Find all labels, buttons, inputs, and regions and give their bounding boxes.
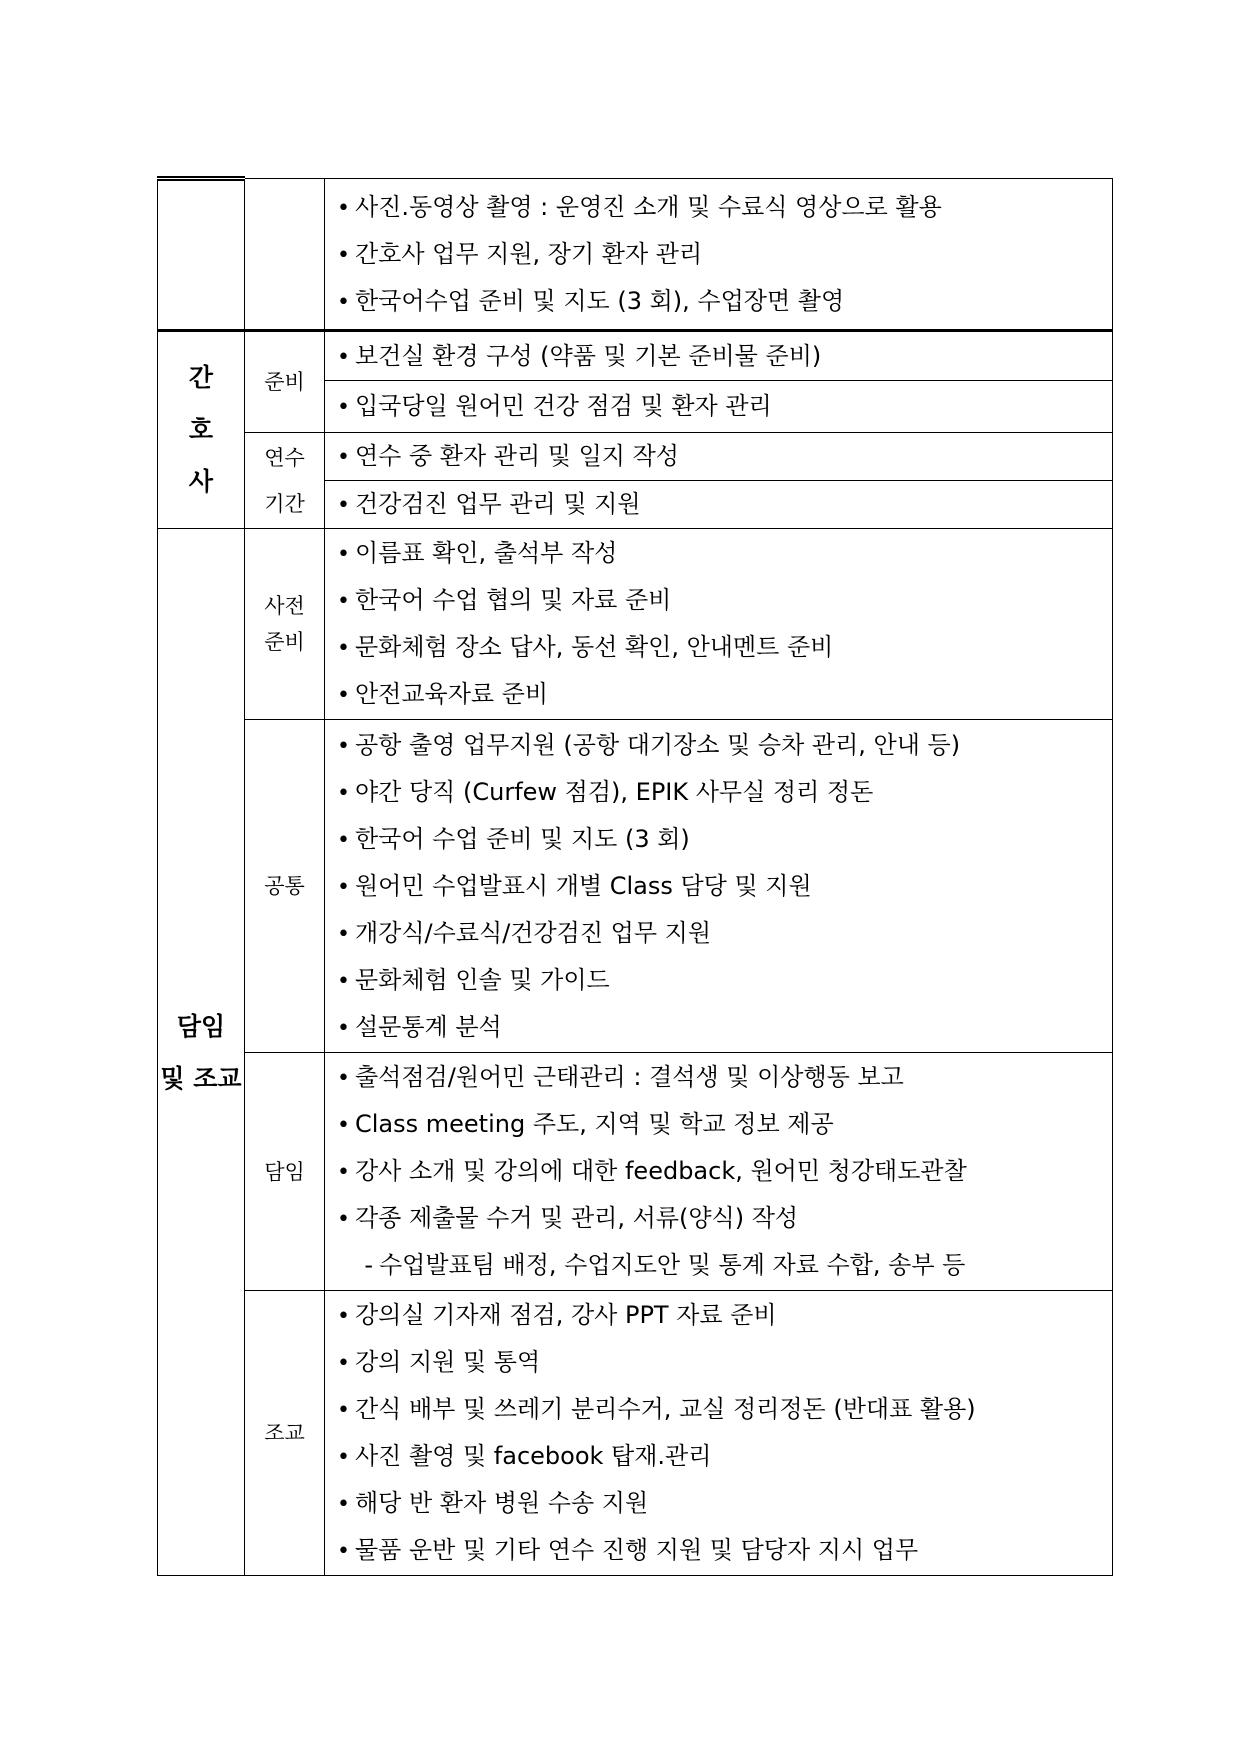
table-row-continued [158,179,1113,331]
list-item: • 강사 소개 및 강의에 대한 feedback, 원어민 청강태도관찰 [337,1148,1112,1195]
bullet-icon: • [337,1398,350,1423]
bullet-icon: • [337,636,350,661]
bullet-icon: • [337,1066,350,1091]
table-row-nurse-period [158,433,1113,481]
list-item: • 설문통계 분석 [337,1004,1112,1051]
bullet-icon: • [337,1445,350,1470]
duty-cell [325,331,1113,381]
list-item: • 연수 중 환자 관리 및 일지 작성 [337,433,1112,480]
list-item: • 강의 지원 및 통역 [337,1339,1112,1386]
list-subitem: - 수업발표팀 배정, 수업지도안 및 통계 자료 수합, 송부 등 [337,1242,1112,1289]
list-item: • 보건실 환경 구성 (약품 및 기본 준비물 준비) [337,333,1112,380]
sub-cell-teacher: 담임 [245,1053,325,1291]
dash-icon: - [364,1251,373,1279]
bullet-icon: • [337,589,350,614]
duty-list-teacher [325,1053,1113,1291]
table-row-homeroom-pre [158,529,1113,720]
bullet-icon: • [337,1113,350,1138]
role-cell-nurse: 간 호 사 [158,331,245,529]
list-item: • 입국당일 원어민 건강 점검 및 환자 관리 [337,383,1112,430]
table-row-homeroom-teacher [158,1053,1113,1291]
duty-list-assistant [325,1291,1113,1576]
sub-cell-common: 공통 [245,720,325,1053]
sub-cell-pre: 사전 준비 [245,529,325,720]
list-item: • 이름표 확인, 출석부 작성 [337,530,1112,577]
table-row-nurse-prep-1 [158,331,1113,381]
role-cell-homeroom: 담임 및 조교 [158,529,245,1576]
list-item: • 간식 배부 및 쓰레기 분리수거, 교실 정리정돈 (반대표 활용) [337,1386,1112,1433]
bullet-icon: • [337,1015,350,1041]
bullet-icon: • [337,242,350,268]
bullet-icon: • [337,683,350,708]
bullet-icon: • [337,968,350,994]
duty-cell [325,481,1113,529]
table-row-homeroom-common [158,720,1113,1053]
duty-list-continued [325,179,1113,331]
bullet-icon: • [337,1207,350,1232]
bullet-icon: • [337,344,350,370]
bullet-icon: • [337,1304,350,1329]
list-item: • 안전교육자료 준비 [337,671,1112,718]
duty-list-common [325,720,1113,1053]
bullet-icon: • [337,874,350,900]
list-item: • 각종 제출물 수거 및 관리, 서류(양식) 작성 [337,1195,1112,1242]
duty-table-wrapper [157,176,1112,1576]
list-item: • 문화체험 장소 답사, 동선 확인, 안내멘트 준비 [337,624,1112,671]
sub-cell-prep: 준비 [245,331,325,433]
role-cell-empty [158,179,245,331]
list-item: • Class meeting 주도, 지역 및 학교 정보 제공 [337,1101,1112,1148]
sub-cell-empty [245,179,325,331]
sub-cell-period: 연수 기간 [245,433,325,529]
bullet-icon: • [337,542,350,567]
list-item: • 사진.동영상 촬영 : 운영진 소개 및 수료식 영상으로 활용 [337,184,1112,231]
bullet-icon: • [337,1351,350,1376]
list-item: • 출석점검/원어민 근태관리 : 결석생 및 이상행동 보고 [337,1054,1112,1101]
list-item: • 한국어수업 준비 및 지도 (3 회), 수업장면 촬영 [337,278,1112,325]
duty-cell [325,381,1113,433]
list-item: • 건강검진 업무 관리 및 지원 [337,481,1112,528]
bullet-icon: • [337,1539,350,1564]
list-item: • 사진 촬영 및 facebook 탑재.관리 [337,1433,1112,1480]
bullet-icon: • [337,493,350,518]
bullet-icon: • [337,827,350,853]
list-item: • 원어민 수업발표시 개별 Class 담당 및 지원 [337,863,1112,910]
bullet-icon: • [337,921,350,947]
list-item: • 공항 출영 업무지원 (공항 대기장소 및 승차 관리, 안내 등) [337,722,1112,769]
table-row-homeroom-assistant [158,1291,1113,1576]
list-item: • 개강식/수료식/건강검진 업무 지원 [337,910,1112,957]
bullet-icon: • [337,445,350,470]
list-item: • 해당 반 환자 병원 수송 지원 [337,1480,1112,1527]
list-item: • 강의실 기자재 점검, 강사 PPT 자료 준비 [337,1292,1112,1339]
bullet-icon: • [337,1160,350,1185]
list-item: • 문화체험 인솔 및 가이드 [337,957,1112,1004]
list-item: • 야간 당직 (Curfew 점검), EPIK 사무실 정리 정돈 [337,769,1112,816]
sub-cell-assistant: 조교 [245,1291,325,1576]
bullet-icon: • [337,395,350,420]
list-item: • 간호사 업무 지원, 장기 환자 관리 [337,231,1112,278]
duty-table [157,176,1113,1576]
list-item: • 한국어 수업 준비 및 지도 (3 회) [337,816,1112,863]
list-item: • 한국어 수업 협의 및 자료 준비 [337,577,1112,624]
bullet-icon: • [337,1492,350,1517]
bullet-icon: • [337,733,350,759]
list-item: • 물품 운반 및 기타 연수 진행 지원 및 담당자 지시 업무 [337,1527,1112,1574]
bullet-icon: • [337,780,350,806]
bullet-icon: • [337,289,350,315]
duty-list-pre [325,529,1113,720]
duty-cell [325,433,1113,481]
bullet-icon: • [337,195,350,221]
